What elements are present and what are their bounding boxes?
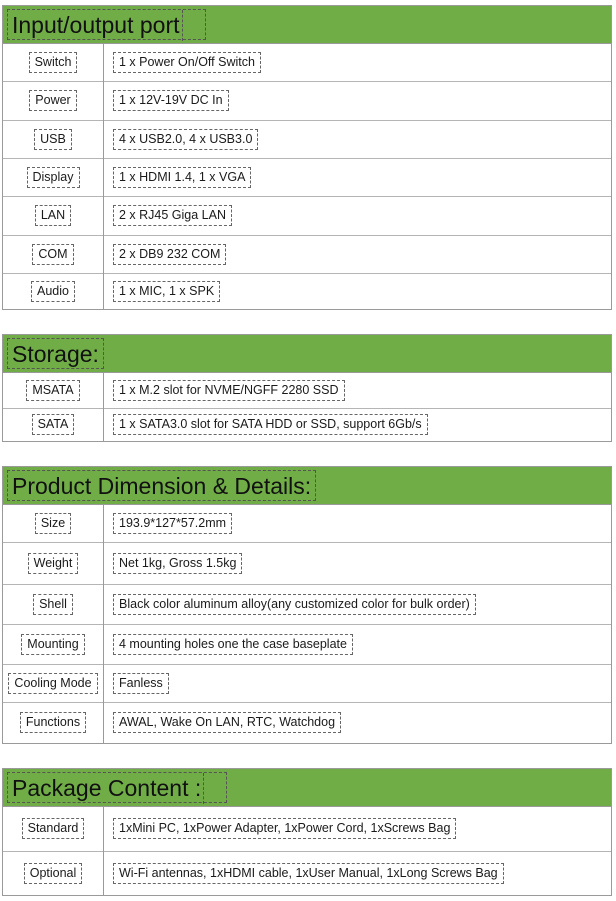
spec-table — [3, 373, 611, 441]
table-row — [3, 273, 611, 309]
section-title: Product Dimension & Details: — [7, 470, 316, 501]
spec-label: LAN — [35, 205, 71, 226]
spec-table — [3, 44, 611, 309]
spec-label: Shell — [33, 594, 73, 615]
spec-value: 4 x USB2.0, 4 x USB3.0 — [113, 129, 258, 150]
section-title: Input/output port — [7, 9, 206, 40]
section-header — [3, 6, 611, 44]
spec-value: 193.9*127*57.2mm — [113, 513, 232, 534]
spec-label: USB — [34, 129, 72, 150]
section-title: Package Content : — [7, 772, 227, 803]
spec-label: Display — [27, 167, 80, 188]
spec-label: MSATA — [26, 380, 79, 401]
table-row — [3, 702, 611, 743]
spec-label: SATA — [32, 414, 75, 435]
table-row — [3, 542, 611, 584]
spec-label: Power — [29, 90, 76, 111]
section-title: Storage: — [7, 338, 104, 369]
spec-value: 2 x RJ45 Giga LAN — [113, 205, 232, 226]
dimension-section — [2, 466, 612, 744]
table-row — [3, 408, 611, 441]
spec-value: 1 x 12V-19V DC In — [113, 90, 229, 111]
spec-value: 1xMini PC, 1xPower Adapter, 1xPower Cord, 1xScrews Bag — [113, 818, 456, 839]
spec-value: Fanless — [113, 673, 169, 694]
storage-section — [2, 334, 612, 442]
table-row — [3, 505, 611, 542]
spec-label: Functions — [20, 712, 86, 733]
table-row — [3, 624, 611, 664]
table-row — [3, 158, 611, 196]
spec-value: 1 x MIC, 1 x SPK — [113, 281, 220, 302]
spec-value: 1 x Power On/Off Switch — [113, 52, 261, 73]
spec-value: 1 x HDMI 1.4, 1 x VGA — [113, 167, 251, 188]
spec-value: 1 x M.2 slot for NVME/NGFF 2280 SSD — [113, 380, 345, 401]
table-row — [3, 81, 611, 120]
spec-label: Weight — [28, 553, 79, 574]
spec-value: 4 mounting holes one the case baseplate — [113, 634, 353, 655]
spec-table — [3, 505, 611, 743]
table-row — [3, 807, 611, 851]
spec-value: Net 1kg, Gross 1.5kg — [113, 553, 242, 574]
table-row — [3, 235, 611, 273]
table-row — [3, 664, 611, 702]
table-row — [3, 120, 611, 158]
spec-label: COM — [32, 244, 73, 265]
spec-value: 2 x DB9 232 COM — [113, 244, 226, 265]
spec-table — [3, 807, 611, 895]
spec-label: Cooling Mode — [8, 673, 97, 694]
section-header — [3, 467, 611, 505]
spec-value: AWAL, Wake On LAN, RTC, Watchdog — [113, 712, 341, 733]
spec-value: Black color aluminum alloy(any customized color for bulk order) — [113, 594, 476, 615]
spec-value: 1 x SATA3.0 slot for SATA HDD or SSD, support 6Gb/s — [113, 414, 428, 435]
spec-label: Switch — [29, 52, 78, 73]
section-header — [3, 769, 611, 807]
spec-label: Optional — [24, 863, 83, 884]
table-row — [3, 851, 611, 895]
table-row — [3, 196, 611, 235]
spec-value: Wi-Fi antennas, 1xHDMI cable, 1xUser Manual, 1xLong Screws Bag — [113, 863, 504, 884]
spec-label: Mounting — [21, 634, 84, 655]
section-header — [3, 335, 611, 373]
spec-label: Audio — [31, 281, 75, 302]
spec-label: Standard — [22, 818, 85, 839]
package-section — [2, 768, 612, 896]
table-row — [3, 373, 611, 408]
io-port-section — [2, 5, 612, 310]
spec-label: Size — [35, 513, 71, 534]
table-row — [3, 44, 611, 81]
table-row — [3, 584, 611, 624]
